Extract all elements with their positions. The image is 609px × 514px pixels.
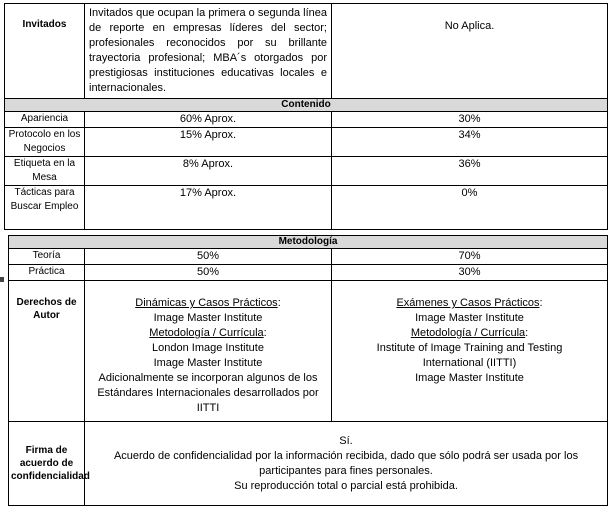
firma-line-1: Sí. [339, 434, 353, 447]
table-row [9, 249, 608, 265]
derechos-left-line-1: Image Master Institute [153, 312, 263, 324]
derechos-right [332, 281, 608, 422]
invitados-left: Invitados que ocupan la primera o segunda línea de reporte en empresas líderes del sector; profesionales reconocidos por su brillante trayectoria profesional; MBA´s otorgados por prestigiosas instituciones educativas locales e internacionales. [85, 4, 332, 99]
invitados-label: Invitados [5, 4, 85, 99]
table-row [5, 128, 608, 157]
row-right: 34% [332, 128, 608, 157]
table-row [5, 112, 608, 128]
row-label: Apariencia [5, 112, 85, 128]
suffix: : [263, 327, 267, 339]
derechos-left-line-3: Image Master Institute [153, 357, 263, 369]
firma-line-2: Acuerdo de confidencialidad por la información recibida, dado que sólo podrá ser usada por los participantes para fines personales. [113, 449, 579, 477]
derechos-right-line-2: Institute of Image Training and Testing International (IITTI) [376, 342, 563, 369]
derechos-right-line-1: Image Master Institute [415, 312, 524, 324]
derechos-left-line-2: London Image Institute [152, 342, 264, 354]
table-row [5, 186, 608, 230]
table-metodologia [8, 235, 608, 506]
row-derechos [9, 281, 608, 422]
row-label: Tácticas para Buscar Empleo [5, 186, 85, 230]
row-left: 15% Aprox. [85, 128, 332, 157]
row-right: 30% [332, 112, 608, 128]
row-label: Práctica [9, 265, 85, 281]
derechos-label: Derechos de Autor [9, 281, 85, 422]
contenido-header: Contenido [5, 99, 608, 112]
firma-line-3: Su reproducción total o parcial está prohibida. [234, 479, 458, 492]
row-left: 8% Aprox. [85, 157, 332, 186]
table-row [5, 157, 608, 186]
row-left: 17% Aprox. [85, 186, 332, 230]
row-right: 30% [332, 265, 608, 281]
derechos-right-heading-1: Exámenes y Casos Prácticos [396, 297, 540, 309]
derechos-right-heading-2: Metodología / Currícula [410, 327, 526, 339]
row-label: Protocolo en los Negocios [5, 128, 85, 157]
row-right: 70% [332, 249, 608, 265]
table-invitados-contenido [4, 3, 608, 230]
derechos-right-line-3: Image Master Institute [415, 372, 524, 384]
row-right: 0% [332, 186, 608, 230]
row-left: 60% Aprox. [85, 112, 332, 128]
derechos-left-line-4: Adicionalmente se incorporan algunos de los Estándares Internacionales desarrollados por IITTI [97, 372, 319, 414]
derechos-left [85, 281, 332, 422]
row-invitados [5, 4, 608, 99]
row-right: 36% [332, 157, 608, 186]
suffix: : [525, 327, 529, 339]
row-firma [9, 422, 608, 506]
derechos-left-heading-2: Metodología / Currícula [149, 327, 264, 339]
row-label: Teoría [9, 249, 85, 265]
derechos-left-heading-1: Dinámicas y Casos Prácticos [135, 297, 278, 309]
row-label: Etiqueta en la Mesa [5, 157, 85, 186]
table-row [9, 265, 608, 281]
suffix: : [539, 297, 543, 309]
firma-label: Firma de acuerdo de confidencialidad [9, 422, 85, 506]
metodologia-header-row [9, 236, 608, 249]
metodologia-header: Metodología [9, 236, 608, 249]
invitados-right: No Aplica. [332, 4, 608, 99]
row-left: 50% [85, 265, 332, 281]
row-left: 50% [85, 249, 332, 265]
margin-marker [0, 277, 4, 282]
contenido-header-row [5, 99, 608, 112]
suffix: : [277, 297, 281, 309]
firma-content [85, 422, 608, 506]
